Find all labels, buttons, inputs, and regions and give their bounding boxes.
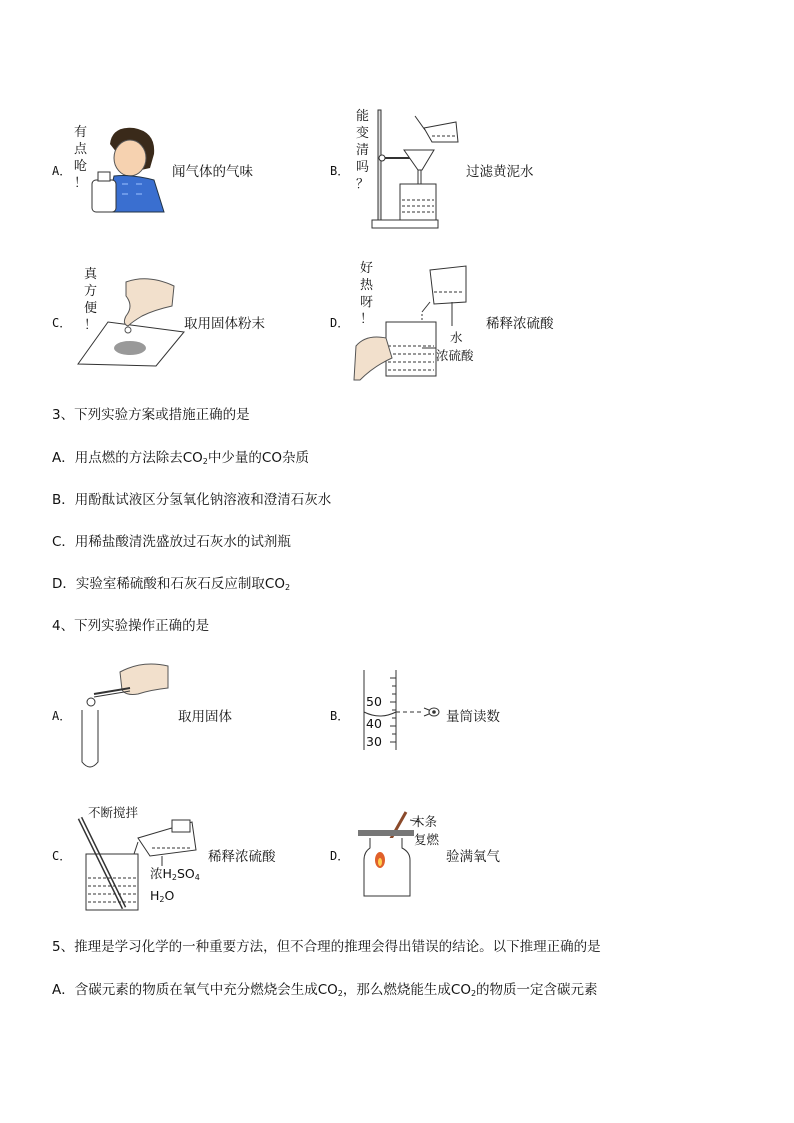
side-char: ！: [360, 312, 374, 327]
side-char: 变: [356, 126, 370, 141]
side-char: 方: [84, 284, 98, 299]
subscript: 4: [194, 873, 200, 882]
relight-label: 复燃: [414, 832, 440, 847]
stir-label: 不断搅拌: [88, 805, 139, 820]
q4-option-d-caption: 验满氧气: [446, 849, 500, 865]
diluting-acid-wrong-illustration: [352, 262, 482, 384]
smelling-gas-illustration: [92, 124, 172, 216]
text: 中少量的CO杂质: [207, 450, 309, 466]
question-4-stem: 4、下列实验操作正确的是: [52, 618, 210, 634]
side-char: 好: [360, 261, 374, 276]
stick-label: 木条: [412, 814, 438, 829]
question-3-stem: 3、下列实验方案或措施正确的是: [52, 407, 250, 423]
question-5-stem: 5、推理是学习化学的一种重要方法，但不合理的推理会得出错误的结论。以下推理正确的是: [52, 939, 601, 955]
text: O: [164, 888, 175, 903]
side-char: ？: [356, 177, 370, 192]
text: 浓H: [150, 866, 172, 881]
text: 的物质一定含碳元素: [476, 982, 598, 998]
text: D．实验室稀硫酸和石灰石反应制取CO: [52, 576, 285, 592]
q4-option-c-letter: C．: [52, 849, 72, 863]
subscript: 2: [284, 583, 291, 592]
subscript: 2: [202, 457, 208, 466]
text: ，那么燃烧能生成CO: [342, 982, 471, 998]
q4-option-c-caption: 稀释浓硫酸: [208, 849, 276, 865]
water-label: 水: [450, 330, 463, 345]
option-d-letter: D．: [330, 316, 350, 330]
question-5-option-a: [52, 978, 598, 998]
side-char: 呀: [360, 295, 374, 310]
side-char: 吗: [356, 160, 370, 175]
side-char: 便: [84, 301, 98, 316]
side-char: 有: [74, 125, 88, 140]
tick-label: 50: [366, 694, 382, 709]
side-char: 呛: [74, 159, 88, 174]
side-char: 真: [84, 267, 98, 282]
water-label: [150, 888, 174, 904]
acid-label: [150, 864, 200, 882]
speech-bubble-a: [74, 124, 87, 192]
text: A．含碳元素的物质在氧气中充分燃烧会生成CO: [52, 982, 338, 998]
powder-on-paper-illustration: [78, 276, 186, 368]
subscript: 2: [337, 989, 343, 998]
subscript: 2: [470, 989, 477, 998]
text: A．用点燃的方法除去CO: [52, 450, 203, 466]
question-3-option-b: B．用酚酞试液区分氢氧化钠溶液和澄清石灰水: [52, 492, 332, 508]
text: SO: [177, 866, 195, 881]
speech-bubble-b: [356, 108, 369, 193]
acid-label: 浓硫酸: [436, 348, 474, 363]
side-char: 热: [360, 278, 374, 293]
text: H: [150, 888, 160, 903]
q4-option-b-caption: 量筒读数: [446, 709, 500, 725]
option-a-letter: A．: [52, 164, 72, 178]
side-char: 清: [356, 143, 370, 158]
subscript: 2: [159, 895, 165, 904]
question-3-option-a: [52, 446, 309, 466]
question-3-option-c: C．用稀盐酸清洗盛放过石灰水的试剂瓶: [52, 534, 291, 550]
option-c-letter: C．: [52, 316, 72, 330]
option-a-caption: 闻气体的气味: [172, 164, 253, 180]
question-3-option-d: [52, 572, 290, 592]
side-char: ！: [74, 176, 88, 191]
option-b-letter: B．: [330, 164, 350, 178]
option-b-caption: 过滤黄泥水: [466, 164, 534, 180]
subscript: 2: [171, 873, 177, 882]
diluting-acid-illustration: [76, 812, 210, 914]
side-char: ！: [84, 318, 98, 333]
side-char: 点: [74, 142, 88, 157]
q4-option-d-letter: D．: [330, 849, 350, 863]
side-char: 能: [356, 109, 370, 124]
option-c-caption: 取用固体粉末: [184, 316, 265, 332]
tick-label: 30: [366, 734, 382, 749]
option-d-caption: 稀释浓硫酸: [486, 316, 554, 332]
solid-tweezers-illustration: [76, 660, 172, 772]
q4-option-a-letter: A．: [52, 709, 72, 723]
q4-option-a-caption: 取用固体: [178, 709, 232, 725]
q4-option-b-letter: B．: [330, 709, 350, 723]
filtration-illustration: [370, 108, 462, 232]
tick-label: 40: [366, 716, 382, 731]
